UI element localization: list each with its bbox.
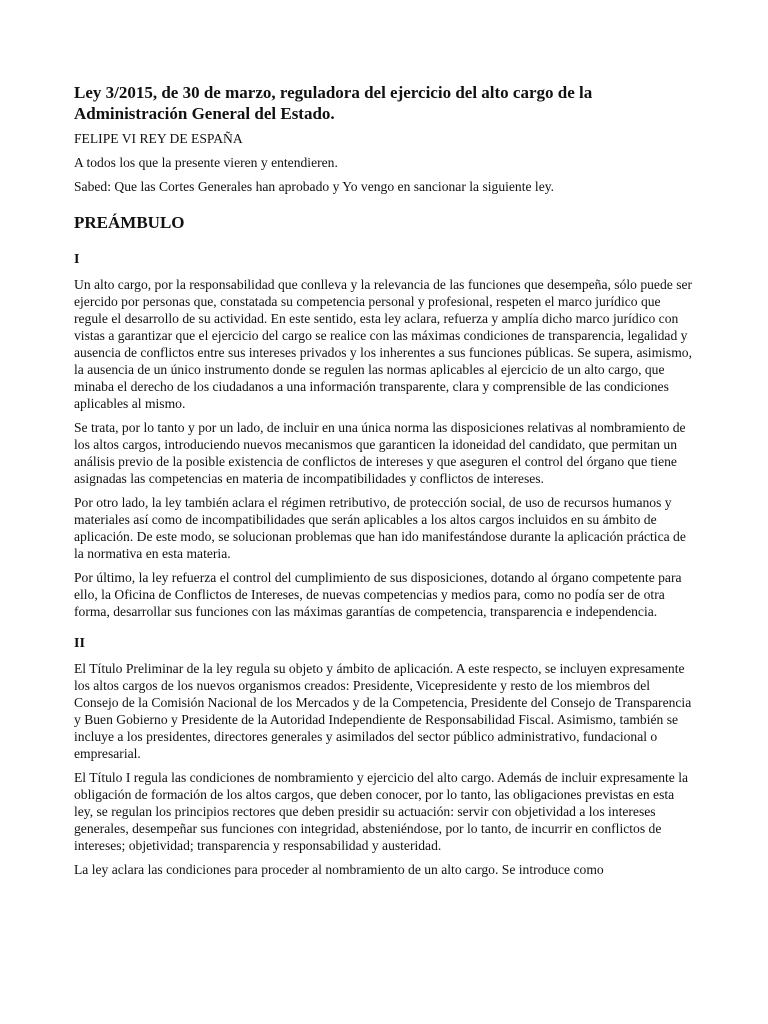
royal-title: FELIPE VI REY DE ESPAÑA [74,131,243,146]
preamble-section-1 [74,252,694,620]
paragraph: El Título Preliminar de la ley regula su objeto y ámbito de aplicación. A este respecto, se incluyen expresamente los altos cargos de los nuevos organismos creados: Presidente, Vicepresidente y resto de los miembros del Consejo de la Comisión Nacional de los Mercados y de la Competencia, Presidente del Consejo de Transparencia y Buen Gobierno y Presidente de la Autoridad Independiente de Responsabilidad Fiscal. Asimismo, también se incluye a los presidentes, directores generales y asimilados del sector público administrativo, fundacional o empresarial. [74,661,692,761]
paragraph: Por otro lado, la ley también aclara el régimen retributivo, de protección social, de uso de recursos humanos y materiales así como de incompatibilidades que serán aplicables a los altos cargos incluidos en su ámbito de aplicación. De este modo, se solucionan problemas que han ido manifestándose durante la aplicación práctica de la normativa en esta materia. [74,495,686,561]
document-page [74,82,694,885]
section-numeral: II [74,636,85,651]
preamble-heading: PREÁMBULO [74,213,185,232]
paragraph: Un alto cargo, por la responsabilidad que conlleva y la relevancia de las funciones que desempeña, sólo puede ser ejercido por personas que, constatada su competencia personal y profesional, respeten el marco jurídico que regule el desarrollo de su actividad. En este sentido, esta ley aclara, refuerza y amplía dicho marco jurídico con vistas a garantizar que el ejercicio del cargo se realice con las máximas condiciones de transparencia, legalidad y ausencia de conflictos entre sus intereses privados y los inherentes a sus funciones públicas. Se supera, asimismo, la ausencia de un único instrumento donde se regulen las normas aplicables al ejercicio de un alto cargo, que minaba el derecho de los ciudadanos a una información transparente, clara y comprensible de las condiciones aplicables al mismo. [74,277,693,411]
section-numeral: I [74,252,80,267]
intro-salutation: A todos los que la presente vieren y entendieren. [74,155,338,170]
intro-sanction: Sabed: Que las Cortes Generales han aprobado y Yo vengo en sancionar la siguiente ley. [74,179,555,194]
paragraph: La ley aclara las condiciones para proceder al nombramiento de un alto cargo. Se introduce como [74,862,604,877]
paragraph: Por último, la ley refuerza el control del cumplimiento de sus disposiciones, dotando al órgano competente para ello, la Oficina de Conflictos de Intereses, de nuevas competencias y medios para, como no podía ser de otra forma, desarrollar sus funciones con las máximas garantías de competencia, transparencia e independencia. [74,570,682,619]
preamble-section-2 [74,636,694,878]
document-title: Ley 3/2015, de 30 de marzo, reguladora del ejercicio del alto cargo de la Administración General del Estado. [74,83,593,123]
paragraph: Se trata, por lo tanto y por un lado, de incluir en una única norma las disposiciones relativas al nombramiento de los altos cargos, introduciendo nuevos mecanismos que garanticen la idoneidad del candidato, que permitan un análisis previo de la posible existencia de conflictos de intereses y que aseguren el control del órgano que tiene asignadas las competencias en materia de incompatibilidades y conflictos de intereses. [74,420,686,486]
paragraph: El Título I regula las condiciones de nombramiento y ejercicio del alto cargo. Además de incluir expresamente la obligación de formación de los altos cargos, que deben conocer, por lo tanto, las obligaciones previstas en esta ley, se regulan los principios rectores que deben presidir su actuación: servir con objetividad a los intereses generales, desempeñar sus funciones con integridad, absteniéndose, por lo tanto, de incurrir en conflictos de intereses; objetividad; transparencia y responsabilidad y austeridad. [74,770,689,853]
intro-block [74,130,694,195]
